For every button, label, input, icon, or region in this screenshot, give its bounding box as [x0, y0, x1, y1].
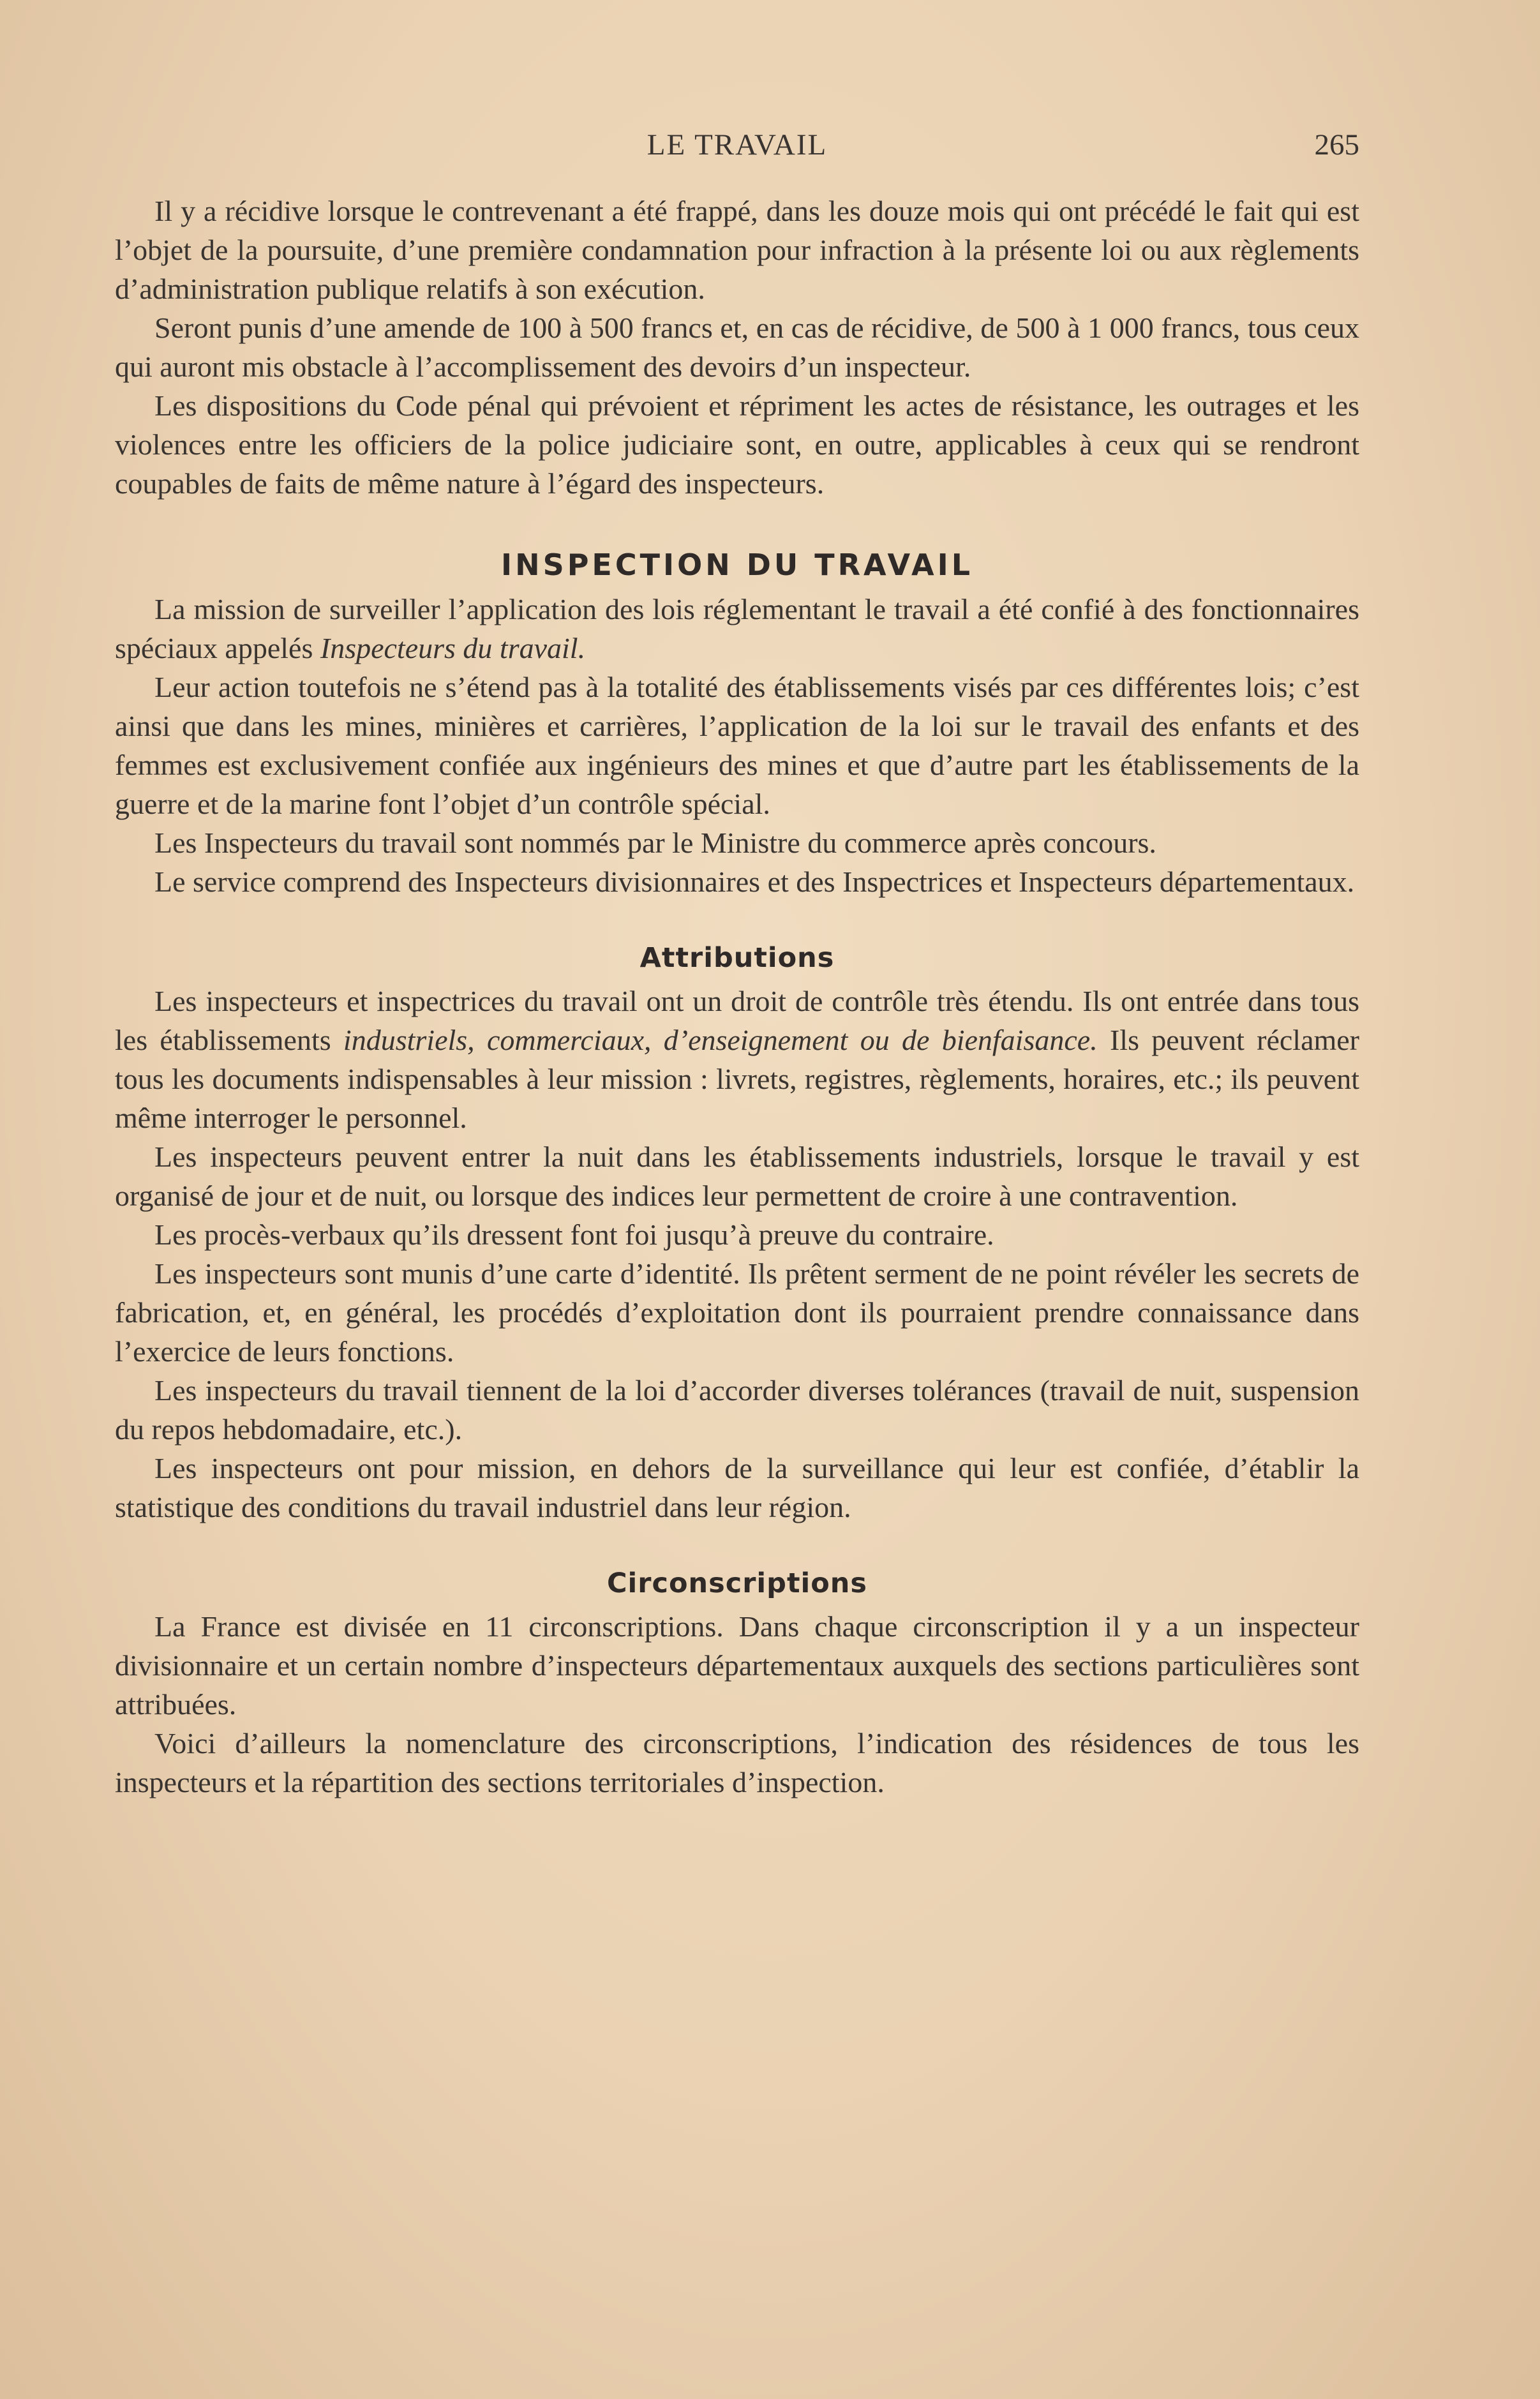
paragraph-tolerances: Les inspecteurs du travail tiennent de la loi d’accorder diverses tolérances (travail de nuit, suspension du repos hebdomadaire, etc.).: [115, 1374, 1359, 1446]
paragraph-recidive: Il y a récidive lorsque le contrevenant a été frappé, dans les douze mois qui ont précédé le fait qui est l’objet de la poursuite, d’une première condamnation pour infraction à la présente loi ou aux règlements d’administration publique relatifs à son exécution.: [115, 195, 1359, 305]
paragraph-mission: [115, 590, 1359, 668]
page-number: 265: [1314, 128, 1359, 161]
paragraph-statistique: Les inspecteurs ont pour mission, en dehors de la surveillance qui leur est confiée, d’établir la statistique des conditions du travail industriel dans leur région.: [115, 1452, 1359, 1523]
paragraph-droit-controle: [115, 982, 1359, 1137]
paragraph-droit-controle-rest: Ils peuvent réclamer tous les documents indispensables à leur mission : livrets, registres, règlements, horaires, etc.; ils peuvent même interroger le personnel.: [115, 1024, 1360, 1134]
paragraph-code-penal: Les dispositions du Code pénal qui prévoient et répriment les actes de résistance, les outrages et les violences entre les officiers de la police judiciaire sont, en outre, applicables à ceux qui se rendront coupables de faits de même nature à l’égard des inspecteurs.: [115, 389, 1359, 500]
paragraph-nomination: Les Inspecteurs du travail sont nommés par le Ministre du commerce après concours.: [154, 826, 1156, 859]
paragraph-action: Leur action toutefois ne s’étend pas à la totalité des établissements visés par ces différentes lois; c’est ainsi que dans les mines, minières et carrières, l’application de la loi sur le travail des enfants et des femmes est exclusivement confiée aux ingénieurs des mines et que d’autre part les établissements de la guerre et de la marine font l’objet d’un contrôle spécial.: [115, 671, 1359, 820]
paragraph-service: Le service comprend des Inspecteurs divisionnaires et des Inspectrices et Inspecteurs départementaux.: [154, 865, 1355, 898]
paragraph-mission-text: La mission de surveiller l’application des lois réglementant le travail a été confié à des fonctionnaires spéciaux appelés: [115, 593, 1359, 664]
paragraph-amende: Seront punis d’une amende de 100 à 500 francs et, en cas de récidive, de 500 à 1 000 francs, tous ceux qui auront mis obstacle à l’accomplissement des devoirs d’un inspecteur.: [115, 311, 1359, 383]
paragraph-division: La France est divisée en 11 circonscriptions. Dans chaque circonscription il y a un inspecteur divisionnaire et un certain nombre d’inspecteurs départementaux auxquels des sections particulières sont attribuées.: [115, 1610, 1359, 1721]
page-header: [115, 128, 1359, 172]
section-heading-attributions: Attributions: [639, 942, 835, 974]
running-head: LE TRAVAIL: [647, 128, 828, 161]
paragraph-nuit: Les inspecteurs peuvent entrer la nuit dans les établissements industriels, lorsque le travail y est organisé de jour et de nuit, ou lorsque des indices leur permettent de croire à une contravention.: [115, 1140, 1359, 1212]
paragraph-mission-italic: Inspecteurs du travail.: [320, 632, 586, 664]
paragraph-carte-identite: Les inspecteurs sont munis d’une carte d’identité. Ils prêtent serment de ne point révéler les secrets de fabrication, et, en général, les procédés d’exploitation dont ils pourraient prendre connaissance dans l’exercice de leurs fonctions.: [115, 1257, 1359, 1368]
paragraph-droit-controle-text: Les inspecteurs et inspectrices du travail ont un droit de contrôle très étendu. Ils ont entrée dans tous les établissements: [115, 985, 1359, 1056]
paragraph-nomenclature: Voici d’ailleurs la nomenclature des circonscriptions, l’indication des résidences de tous les inspecteurs et la répartition des sections territoriales d’inspection.: [115, 1727, 1359, 1798]
paragraph-droit-controle-italic: industriels, commerciaux, d’enseignement ou de bienfaisance.: [343, 1024, 1098, 1056]
section-heading-circonscriptions: Circonscriptions: [607, 1567, 867, 1599]
body-text: [115, 191, 1359, 1802]
paragraph-proces-verbaux: Les procès-verbaux qu’ils dressent font foi jusqu’à preuve du contraire.: [154, 1218, 994, 1251]
section-heading-inspection: INSPECTION DU TRAVAIL: [500, 548, 974, 582]
